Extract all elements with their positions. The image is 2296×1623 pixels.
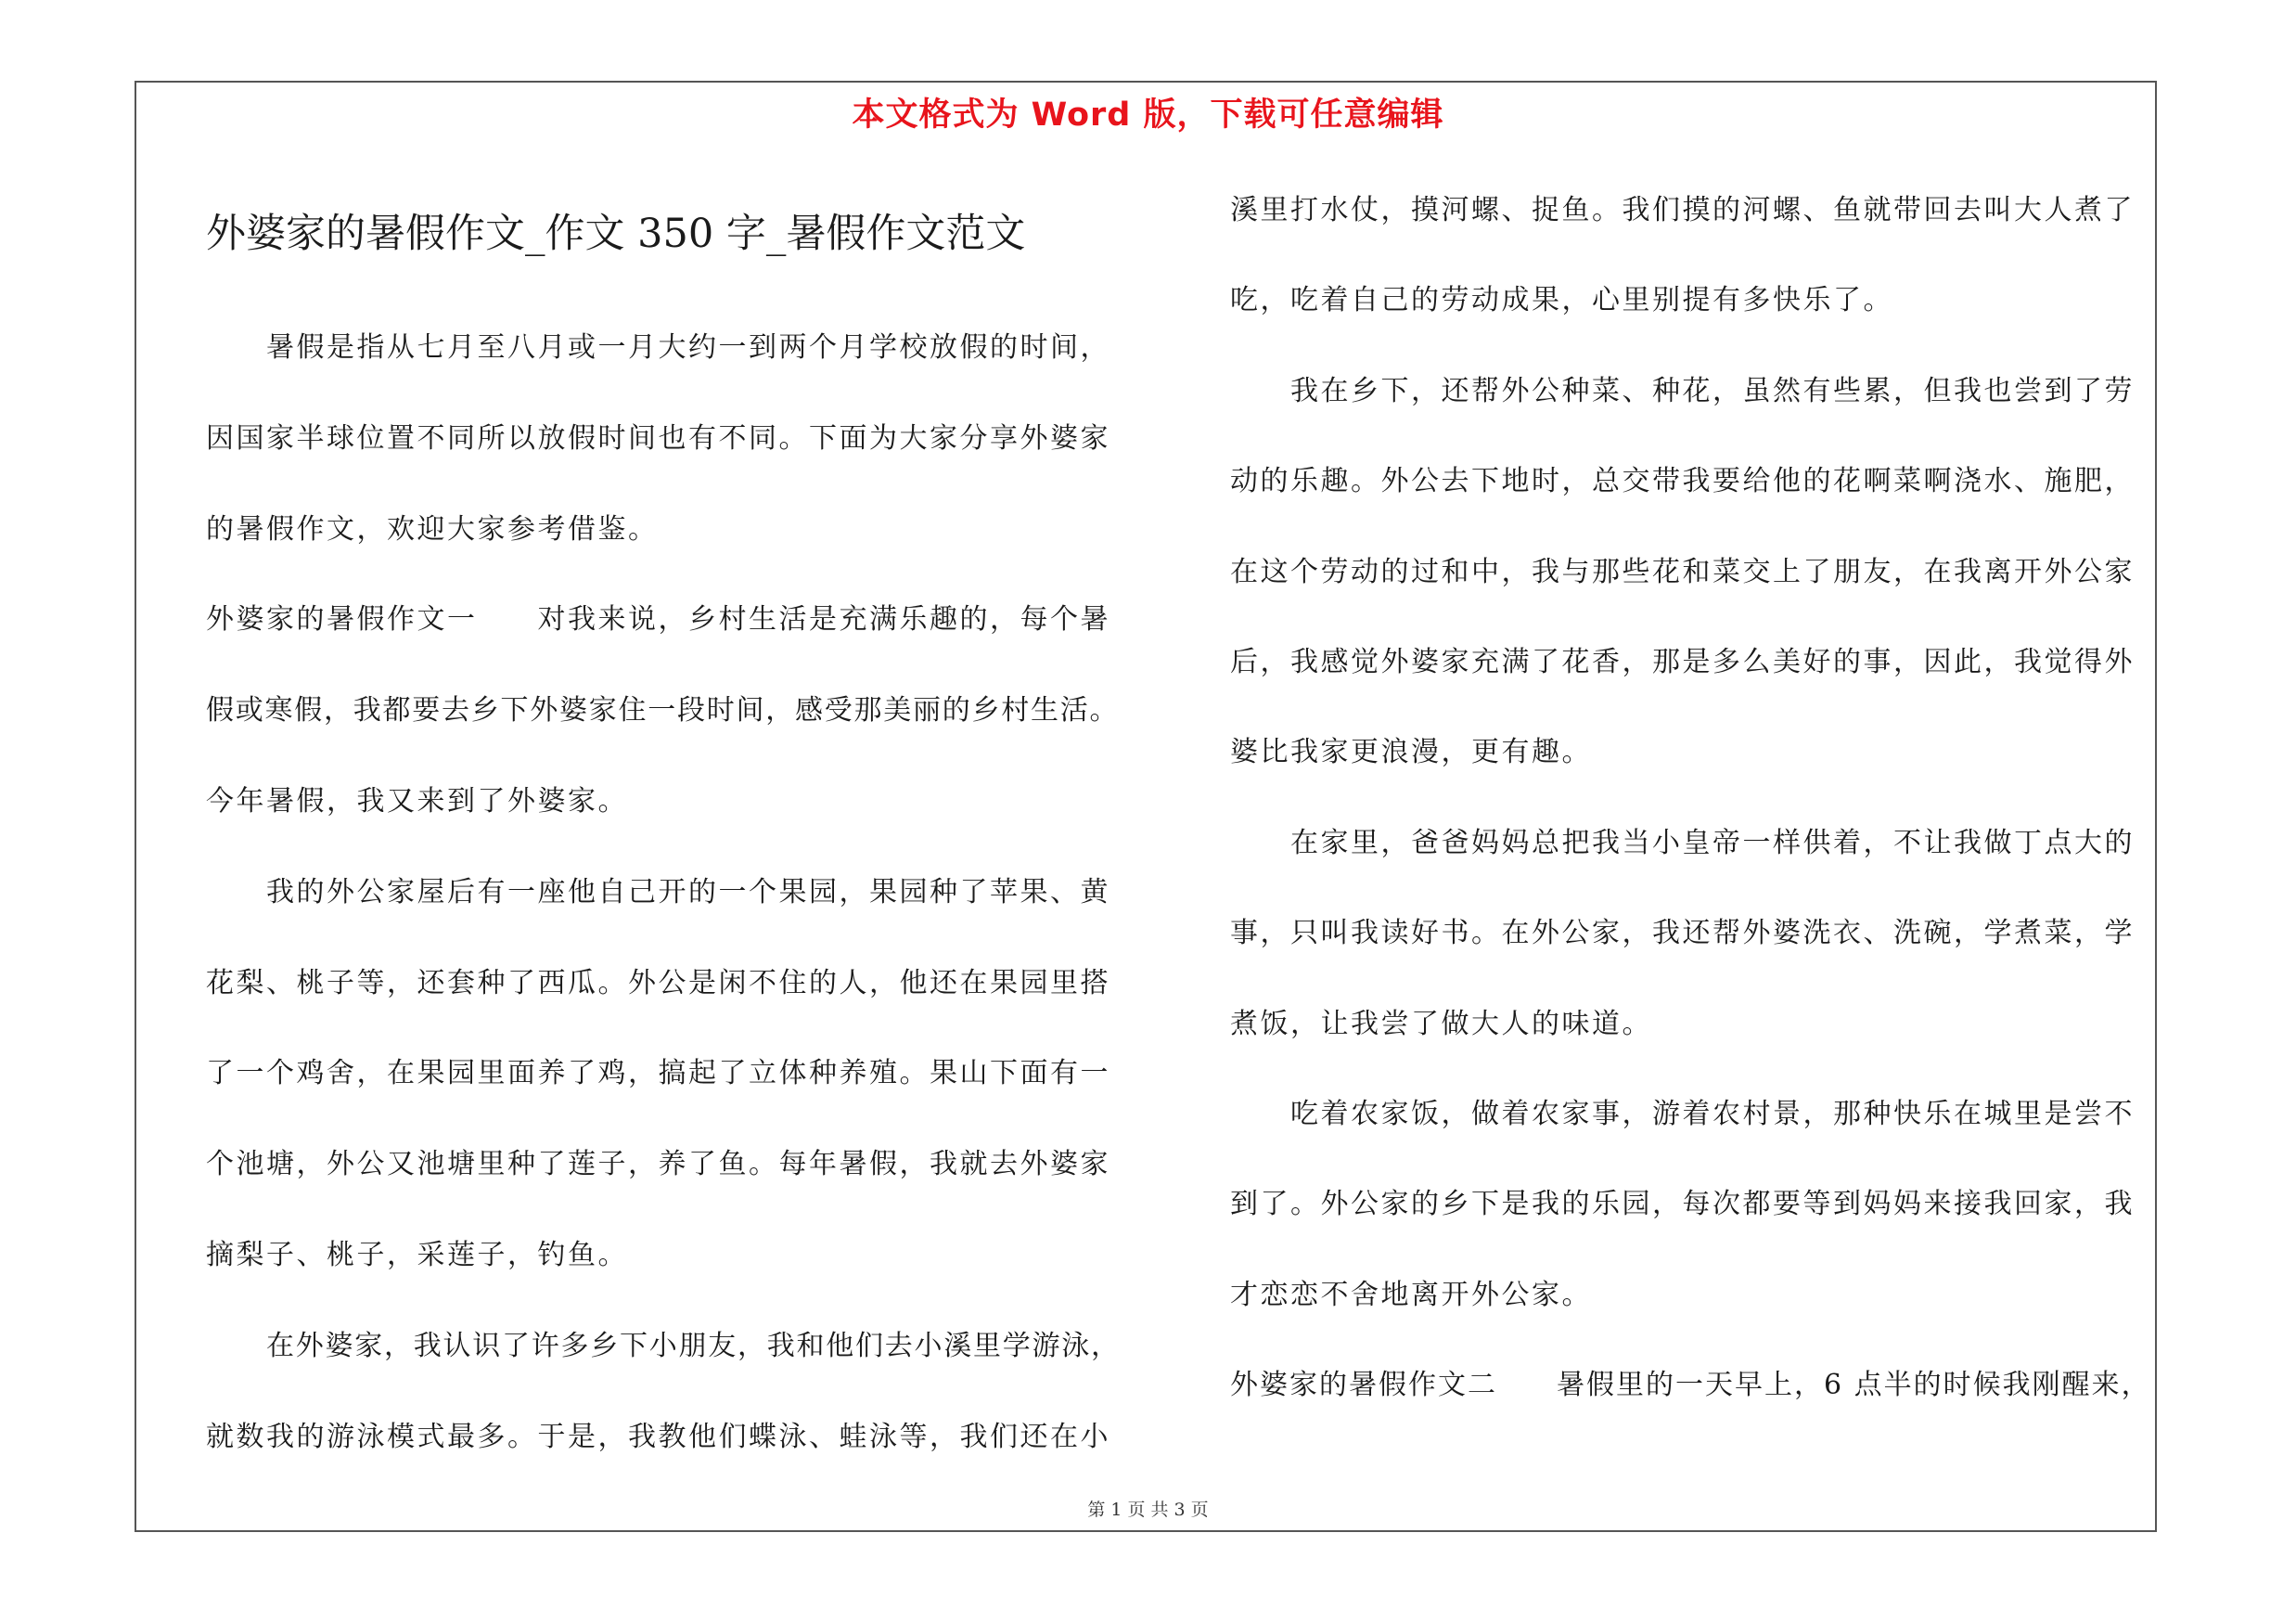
text-line: 我的外公家屋后有一座他自己开的一个果园，果园种了苹果、黄 (266, 875, 1110, 908)
text-line: 才恋恋不舍地离开外公家。 (1230, 1278, 1592, 1311)
document-title: 外婆家的暑假作文_作文 350 字_暑假作文范文 (206, 211, 1026, 257)
text-line: 今年暑假，我又来到了外婆家。 (206, 785, 628, 818)
text-line: 后，我感觉外婆家充满了花香，那是多么美好的事，因此，我觉得外 (1230, 646, 2135, 678)
text-line: 在外婆家，我认识了许多乡下小朋友，我和他们去小溪里学游泳， (266, 1329, 1121, 1362)
text-line: 外婆家的暑假作文二 暑假里的一天早上，6 点半的时候我刚醒来， (1230, 1369, 2151, 1402)
text-line: 了一个鸡舍，在果园里面养了鸡，搞起了立体种养殖。果山下面有一 (206, 1057, 1110, 1090)
text-line: 事，只叫我读好书。在外公家，我还帮外婆洗衣、洗碗，学煮菜，学 (1230, 917, 2135, 950)
text-line: 暑假是指从七月至八月或一月大约一到两个月学校放假的时间， (266, 331, 1110, 364)
page-footer: 第 1 页 共 3 页 (1087, 1500, 1209, 1520)
text-line: 动的乐趣。外公去下地时，总交带我要给他的花啊菜啊浇水、施肥， (1230, 465, 2135, 498)
text-line: 个池塘，外公又池塘里种了莲子，养了鱼。每年暑假，我就去外婆家 (206, 1148, 1110, 1181)
text-line: 因国家半球位置不同所以放假时间也有不同。下面为大家分享外婆家 (206, 421, 1110, 455)
text-line: 摘梨子、桃子，采莲子，钓鱼。 (206, 1239, 628, 1271)
text-line: 的暑假作文，欢迎大家参考借鉴。 (206, 512, 659, 546)
text-line: 在家里，爸爸妈妈总把我当小皇帝一样供着，不让我做丁点大的 (1290, 826, 2135, 859)
text-line: 在这个劳动的过和中，我与那些花和菜交上了朋友，在我离开外公家 (1230, 555, 2135, 588)
text-line: 煮饭，让我尝了做大人的味道。 (1230, 1007, 1652, 1040)
text-line: 假或寒假，我都要去乡下外婆家住一段时间，感受那美丽的乡村生活。 (206, 694, 1120, 728)
text-line: 溪里打水仗，摸河螺、捉鱼。我们摸的河螺、鱼就带回去叫大人煮了 (1230, 194, 2135, 226)
text-line: 花梨、桃子等，还套种了西瓜。外公是闲不住的人，他还在果园里搭 (206, 966, 1110, 999)
format-banner: 本文格式为 Word 版，下载可任意编辑 (852, 97, 1444, 134)
text-line: 外婆家的暑假作文一 对我来说，乡村生活是充满乐趣的，每个暑 (206, 603, 1110, 637)
text-line: 吃着农家饭，做着农家事，游着农村景，那种快乐在城里是尝不 (1290, 1098, 2135, 1130)
text-line: 我在乡下，还帮外公种菜、种花，虽然有些累，但我也尝到了劳 (1290, 374, 2135, 407)
text-line: 到了。外公家的乡下是我的乐园，每次都要等到妈妈来接我回家，我 (1230, 1188, 2135, 1221)
text-line: 就数我的游泳模式最多。于是，我教他们蝶泳、蛙泳等，我们还在小 (206, 1420, 1110, 1453)
text-line: 婆比我家更浪漫，更有趣。 (1230, 736, 1592, 769)
text-line: 吃，吃着自己的劳动成果，心里别提有多快乐了。 (1230, 284, 1893, 317)
